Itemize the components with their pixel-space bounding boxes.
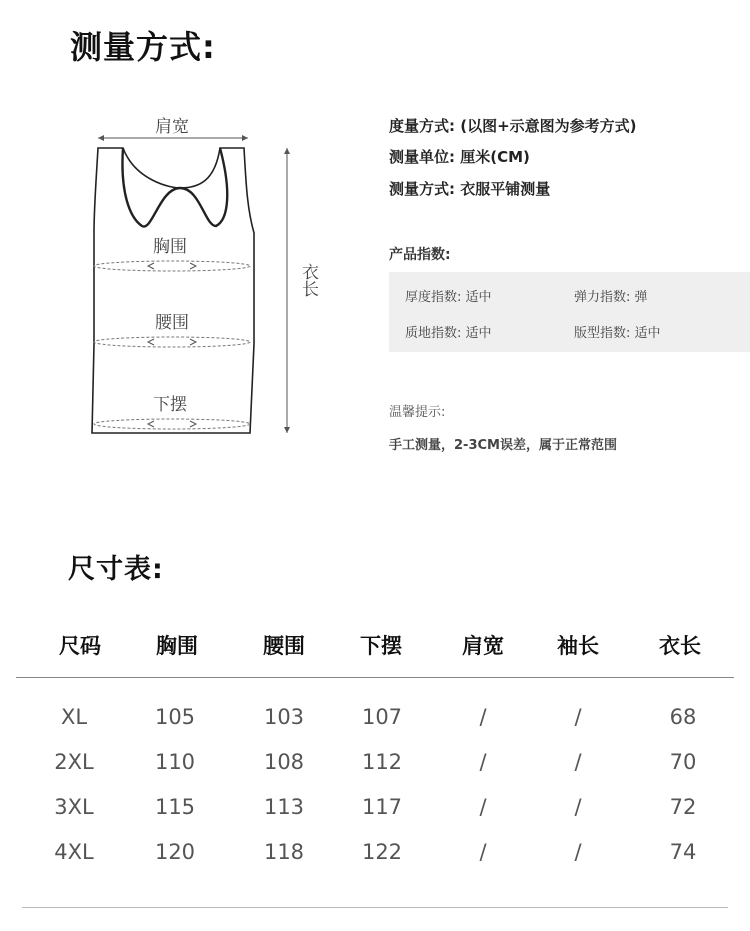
cell-waist: 113 xyxy=(263,795,305,819)
header-hem: 下摆 xyxy=(360,634,402,658)
size-title: 尺寸表: xyxy=(68,554,164,585)
cell-hem: 107 xyxy=(361,705,403,729)
chest-label: 胸围 xyxy=(153,237,187,257)
tank-top-diagram xyxy=(80,108,320,443)
cell-waist: 108 xyxy=(263,750,305,774)
header-waist: 腰围 xyxy=(263,634,305,658)
header-sleeve: 袖长 xyxy=(557,634,599,658)
cell-chest: 115 xyxy=(154,795,196,819)
waist-label: 腰围 xyxy=(155,313,189,333)
measure-unit-line: 测量单位: 厘米(CM) xyxy=(389,148,530,166)
measure-way-line: 测量方式: 衣服平铺测量 xyxy=(389,180,551,198)
fit-index: 版型指数: 适中 xyxy=(574,326,661,341)
tips-title: 温馨提示: xyxy=(389,405,446,420)
header-chest: 胸围 xyxy=(156,634,198,658)
cell-waist: 103 xyxy=(263,705,305,729)
header-size: 尺码 xyxy=(59,634,101,658)
cell-size: 2XL xyxy=(54,750,94,774)
header-divider xyxy=(16,677,734,678)
header-length: 衣长 xyxy=(659,634,701,658)
cell-size: XL xyxy=(60,705,88,729)
cell-length: 72 xyxy=(669,795,697,819)
cell-size: 3XL xyxy=(54,795,94,819)
cell-chest: 105 xyxy=(154,705,196,729)
cell-hem: 117 xyxy=(361,795,403,819)
cell-length: 74 xyxy=(669,840,697,864)
elasticity-index: 弹力指数: 弹 xyxy=(574,290,648,305)
measure-method-line: 度量方式: (以图+示意图为参考方式) xyxy=(389,117,637,135)
measure-title: 测量方式: xyxy=(70,28,216,66)
cell-sleeve: / xyxy=(574,750,582,774)
indices-title: 产品指数: xyxy=(389,247,451,263)
shoulder-label: 肩宽 xyxy=(155,117,189,137)
indices-panel xyxy=(389,272,750,352)
cell-size: 4XL xyxy=(54,840,94,864)
cell-sleeve: / xyxy=(574,705,582,729)
cell-shoulder: / xyxy=(479,705,487,729)
cell-length: 70 xyxy=(669,750,697,774)
cell-length: 68 xyxy=(669,705,697,729)
header-shoulder: 肩宽 xyxy=(462,634,504,658)
thickness-index: 厚度指数: 适中 xyxy=(405,290,492,305)
cell-hem: 112 xyxy=(361,750,403,774)
cell-chest: 120 xyxy=(154,840,196,864)
hem-label: 下摆 xyxy=(153,395,187,415)
cell-shoulder: / xyxy=(479,750,487,774)
tips-text: 手工测量，2-3CM误差，属于正常范围 xyxy=(389,438,617,453)
cell-shoulder: / xyxy=(479,840,487,864)
texture-index: 质地指数: 适中 xyxy=(405,326,492,341)
cell-sleeve: / xyxy=(574,795,582,819)
cell-chest: 110 xyxy=(154,750,196,774)
cell-shoulder: / xyxy=(479,795,487,819)
cell-hem: 122 xyxy=(361,840,403,864)
cell-waist: 118 xyxy=(263,840,305,864)
length-label: 衣长 xyxy=(298,263,318,297)
cell-sleeve: / xyxy=(574,840,582,864)
footer-divider xyxy=(22,907,728,908)
